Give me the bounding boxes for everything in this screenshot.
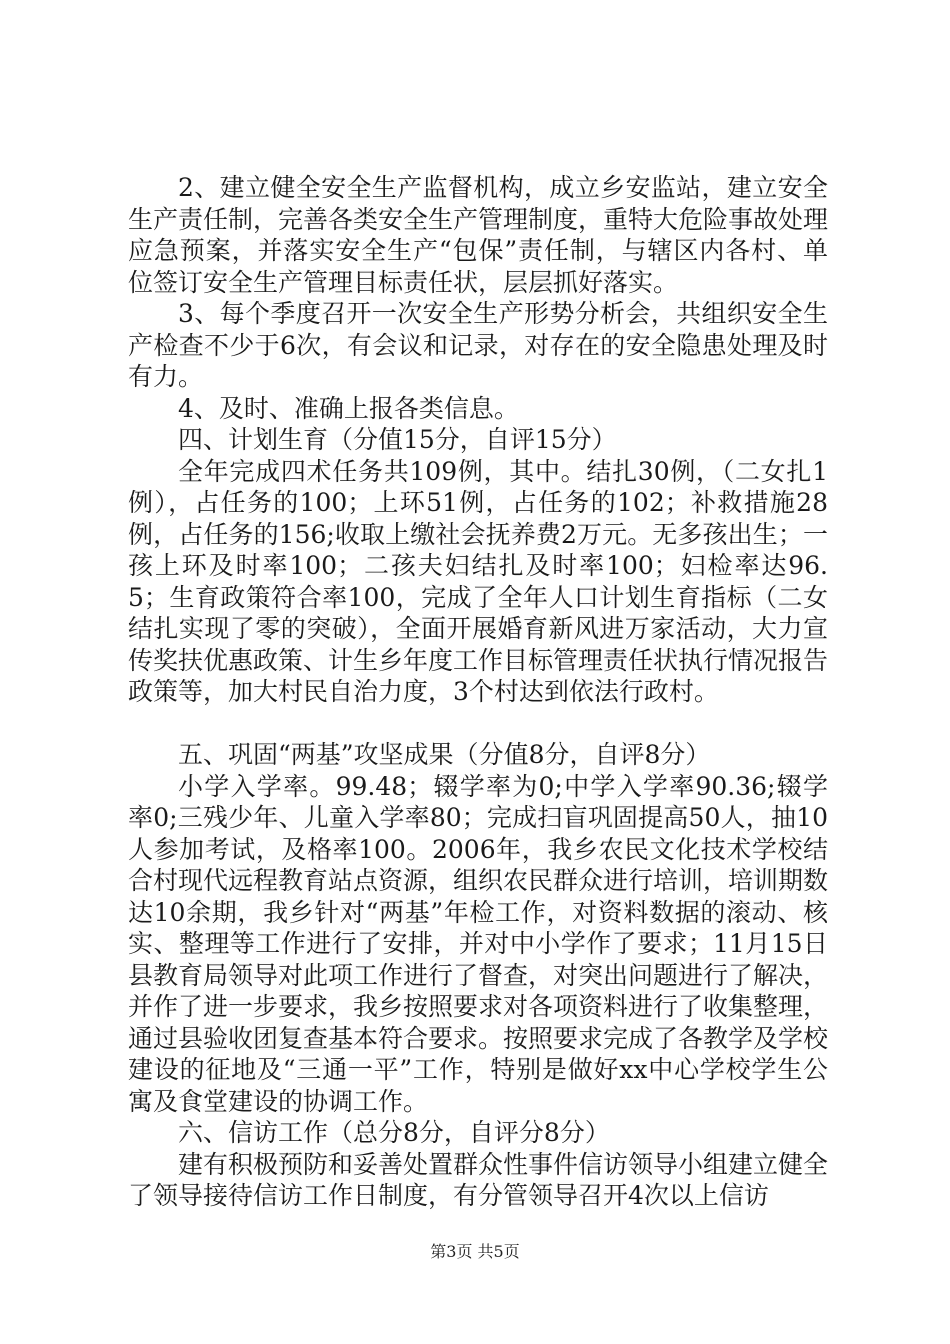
section-heading-two-basics: 五、巩固“两基”攻坚成果（分值8分，自评8分） [178,740,711,769]
paragraph-safety-supervision: 2、建立健全安全生产监督机构，成立乡安监站，建立安全生产责任制，完善各类安全生产管理制度，重特大危险事故处理应急预案，并落实安全生产“包保”责任制，与辖区内各村、单位签订安全生产管理目标责任状，层层抓好落实。 [128,173,829,297]
paragraph-two-basics: 小学入学率。99.48；辍学率为0;中学入学率90.36;辍学率0;三残少年、儿童入学率80；完成扫盲巩固提高50人，抽10人参加考试，及格率100。2006年，我乡农民文化技术学校结合村现代远程教育站点资源，组织农民群众进行培训，培训期数达10余期，我乡针对“两基”年检工作，对资料数据的滚动、核实、整理等工作进行了安排，并对中小学作了要求；11月15日县教育局领导对此项工作进行了督查，对突出问题进行了解决，并作了进一步要求，我乡按照要求对各项资料进行了收集整理，通过县验收团复查基本符合要求。按照要求完成了各教学及学校建设的征地及“三通一平”工作，特别是做好xx中心学校学生公寓及食堂建设的协调工作。 [128,771,829,1116]
paragraph-report-info: 4、及时、准确上报各类信息。 [178,393,519,423]
page-number-footer: 第3页 共5页 [430,1242,520,1261]
paragraph-petitions: 建有积极预防和妥善处置群众性事件信访领导小组建立健全了领导接待信访工作日制度，有分管领导召开4次以上信访 [128,1149,829,1210]
section-heading-family-planning: 四、计划生育（分值15分，自评15分） [178,425,617,454]
document-body [128,172,828,1212]
paragraph-family-planning: 全年完成四术任务共109例，其中。结扎30例，（二女扎1例），占任务的100；上环51例，占任务的102；补救措施28例，占任务的156;收取上缴社会抚养费2万元。无多孩出生；一孩上环及时率100；二孩夫妇结扎及时率100；妇检率达96.5；生育政策符合率100，完成了全年人口计划生育指标（二女结扎实现了零的突破），全面开展婚育新风进万家活动，大力宣传奖扶优惠政策、计生乡年度工作目标管理责任状执行情况报告政策等，加大村民自治力度，3个村达到依法行政村。 [128,456,829,706]
paragraph-quarterly-meeting: 3、每个季度召开一次安全生产形势分析会，共组织安全生产检查不少于6次，有会议和记录，对存在的安全隐患处理及时有力。 [128,299,828,391]
section-heading-petitions: 六、信访工作（总分8分，自评分8分） [178,1118,610,1147]
